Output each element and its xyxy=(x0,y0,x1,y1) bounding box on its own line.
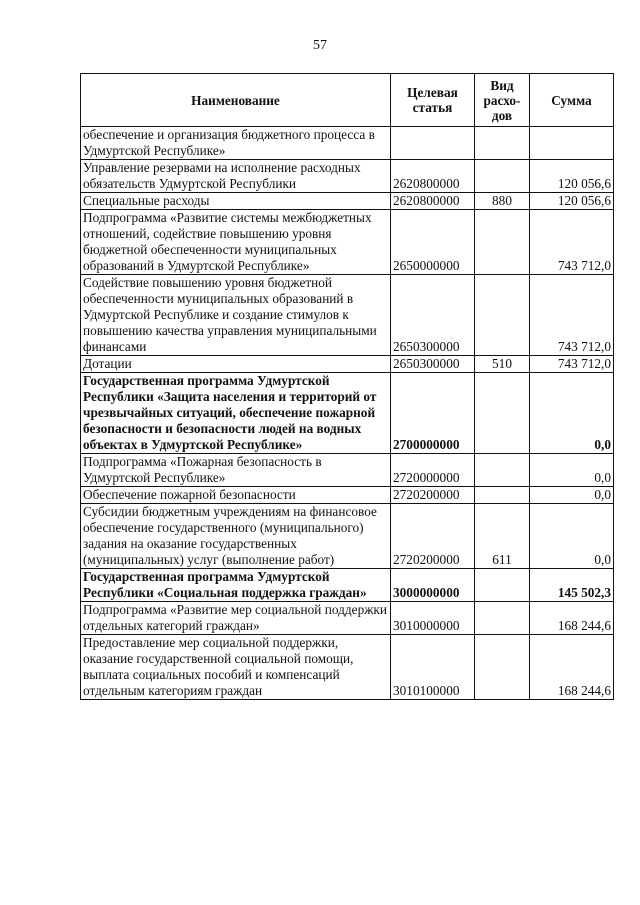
table-row xyxy=(81,275,614,356)
row-sum-cell xyxy=(530,127,614,160)
row-name-cell: Государственная программа Удмуртской Республики «Защита населения и территорий от чрезвычайных ситуаций, обеспечение пожарной безопасности и безопасности людей на водных объектах в Удмуртской Республике» xyxy=(81,373,391,454)
row-code-cell: 3010100000 xyxy=(391,635,475,700)
table-row xyxy=(81,356,614,373)
table-row xyxy=(81,193,614,210)
row-code-cell: 3010000000 xyxy=(391,602,475,635)
budget-table xyxy=(80,73,614,700)
row-name-cell: обеспечение и организация бюджетного процесса в Удмуртской Республике» xyxy=(81,127,391,160)
row-name-cell: Предоставление мер социальной поддержки, оказание государственной социальной помощи, выплата социальных пособий и компенсаций отдельным категориям граждан xyxy=(81,635,391,700)
row-sum-cell: 168 244,6 xyxy=(530,635,614,700)
row-name-cell: Государственная программа Удмуртской Республики «Социальная поддержка граждан» xyxy=(81,569,391,602)
table-row xyxy=(81,504,614,569)
row-sum-cell: 168 244,6 xyxy=(530,602,614,635)
row-name-cell: Подпрограмма «Развитие системы межбюджетных отношений, содействие повышению уровня бюджетной обеспеченности муниципальных образований в Удмуртской Республике» xyxy=(81,210,391,275)
row-sum-cell: 145 502,3 xyxy=(530,569,614,602)
row-code-cell: 2720000000 xyxy=(391,454,475,487)
row-name-cell: Дотации xyxy=(81,356,391,373)
page-number: 57 xyxy=(313,38,327,53)
header-code: Целевая статья xyxy=(391,74,475,127)
table-row xyxy=(81,487,614,504)
row-sum-cell: 0,0 xyxy=(530,504,614,569)
row-sum-cell: 0,0 xyxy=(530,454,614,487)
table-row xyxy=(81,127,614,160)
header-sum: Сумма xyxy=(530,74,614,127)
table-row xyxy=(81,602,614,635)
table-row xyxy=(81,373,614,454)
row-type-cell xyxy=(475,454,530,487)
table-body xyxy=(81,127,614,700)
row-code-cell: 2620800000 xyxy=(391,193,475,210)
row-code-cell: 2650300000 xyxy=(391,275,475,356)
row-code-cell: 2720200000 xyxy=(391,504,475,569)
row-name-cell: Управление резервами на исполнение расходных обязательств Удмуртской Республики xyxy=(81,160,391,193)
row-type-cell xyxy=(475,210,530,275)
row-type-cell xyxy=(475,373,530,454)
row-name-cell: Обеспечение пожарной безопасности xyxy=(81,487,391,504)
row-sum-cell: 120 056,6 xyxy=(530,193,614,210)
table-row xyxy=(81,160,614,193)
row-name-cell: Подпрограмма «Пожарная безопасность в Удмуртской Республике» xyxy=(81,454,391,487)
row-sum-cell: 743 712,0 xyxy=(530,275,614,356)
row-type-cell: 880 xyxy=(475,193,530,210)
table-row xyxy=(81,635,614,700)
table-header-row xyxy=(81,74,614,127)
row-type-cell: 611 xyxy=(475,504,530,569)
row-sum-cell: 120 056,6 xyxy=(530,160,614,193)
row-type-cell xyxy=(475,635,530,700)
row-sum-cell: 0,0 xyxy=(530,373,614,454)
row-type-cell: 510 xyxy=(475,356,530,373)
table-row xyxy=(81,454,614,487)
row-name-cell: Содействие повышению уровня бюджетной обеспеченности муниципальных образований в Удмуртской Республике и создание стимулов к повышению качества управления муниципальными финансами xyxy=(81,275,391,356)
row-name-cell: Субсидии бюджетным учреждениям на финансовое обеспечение государственного (муниципального) задания на оказание государственных (муниципальных) услуг (выполнение работ) xyxy=(81,504,391,569)
row-type-cell xyxy=(475,160,530,193)
row-sum-cell: 743 712,0 xyxy=(530,210,614,275)
row-type-cell xyxy=(475,275,530,356)
row-type-cell xyxy=(475,127,530,160)
row-name-cell: Подпрограмма «Развитие мер социальной поддержки отдельных категорий граждан» xyxy=(81,602,391,635)
row-sum-cell: 0,0 xyxy=(530,487,614,504)
row-type-cell xyxy=(475,487,530,504)
row-code-cell: 2650000000 xyxy=(391,210,475,275)
row-code-cell: 2720200000 xyxy=(391,487,475,504)
header-type: Вид расхо-дов xyxy=(475,74,530,127)
table-row xyxy=(81,210,614,275)
row-name-cell: Специальные расходы xyxy=(81,193,391,210)
header-name: Наименование xyxy=(81,74,391,127)
row-type-cell xyxy=(475,602,530,635)
row-code-cell: 2650300000 xyxy=(391,356,475,373)
row-sum-cell: 743 712,0 xyxy=(530,356,614,373)
row-code-cell xyxy=(391,127,475,160)
row-code-cell: 3000000000 xyxy=(391,569,475,602)
table-row xyxy=(81,569,614,602)
row-code-cell: 2700000000 xyxy=(391,373,475,454)
row-code-cell: 2620800000 xyxy=(391,160,475,193)
row-type-cell xyxy=(475,569,530,602)
